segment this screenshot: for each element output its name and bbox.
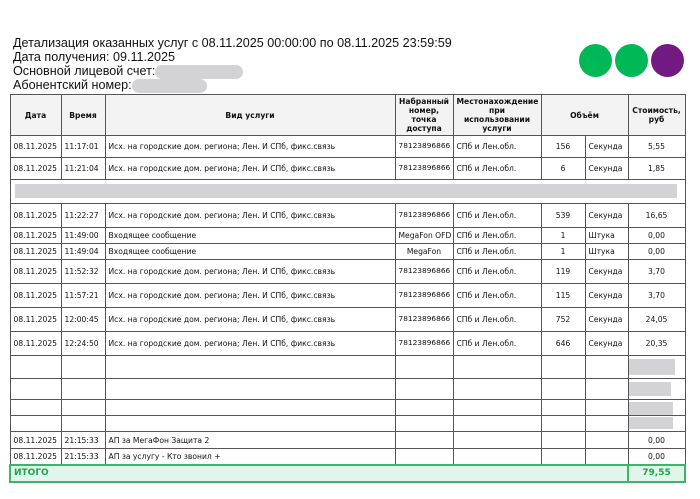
col-location: Местонахождение при использовании услуги	[453, 95, 541, 136]
table-header-row	[10, 95, 685, 136]
cell-number: 78123896866	[395, 136, 453, 158]
table-row	[10, 204, 685, 228]
cell-cost: 24,05	[628, 308, 685, 332]
cell-location: СПб и Лен.обл.	[453, 204, 541, 228]
cell-number: MegaFon	[395, 244, 453, 260]
cell-unit	[585, 449, 628, 465]
cell-location: СПб и Лен.обл.	[453, 158, 541, 180]
cell-qty: 115	[541, 284, 585, 308]
cell-date: 08.11.2025	[10, 260, 61, 284]
cell-time: 11:21:04	[61, 158, 105, 180]
cell-time: 11:52:32	[61, 260, 105, 284]
cell-cost: 5,55	[628, 136, 685, 158]
cell-time: 11:57:21	[61, 284, 105, 308]
cell-qty: 1	[541, 228, 585, 244]
total-row	[10, 465, 685, 482]
cell-service: Исх. на городские дом. региона; Лен. И СПб, фикс.связь	[105, 260, 395, 284]
col-date: Дата	[10, 95, 61, 136]
col-service: Вид услуги	[105, 95, 395, 136]
logo-dot-green-1	[579, 44, 612, 77]
subscriber-line	[13, 78, 207, 93]
cell-unit: Штука	[585, 244, 628, 260]
table-row	[10, 260, 685, 284]
report-title: Детализация оказанных услуг с 08.11.2025 00:00:00 по 08.11.2025 23:59:59	[13, 36, 452, 50]
redacted-row	[10, 379, 685, 400]
cell-date: 08.11.2025	[10, 136, 61, 158]
subscriber-redaction	[132, 79, 207, 93]
cell-number: 78123896866	[395, 260, 453, 284]
table-row	[10, 158, 685, 180]
cell-time: 11:49:04	[61, 244, 105, 260]
cell-service: Исх. на городские дом. региона; Лен. И СПб, фикс.связь	[105, 204, 395, 228]
cell-service: АП за МегаФон Защита 2	[105, 432, 395, 449]
cell-cost: 20,35	[628, 332, 685, 356]
cell-cost: 0,00	[628, 228, 685, 244]
table-row	[10, 284, 685, 308]
cell-cost: 0,00	[628, 244, 685, 260]
cell-number: 78123896866	[395, 204, 453, 228]
cell-location: СПб и Лен.обл.	[453, 308, 541, 332]
cell-location: СПб и Лен.обл.	[453, 332, 541, 356]
cell-unit: Секунда	[585, 158, 628, 180]
cell-location: СПб и Лен.обл.	[453, 260, 541, 284]
cell-number	[395, 432, 453, 449]
cell-time: 11:17:01	[61, 136, 105, 158]
cell-location: СПб и Лен.обл.	[453, 228, 541, 244]
account-line	[13, 64, 243, 79]
cell-date: 08.11.2025	[10, 244, 61, 260]
col-time: Время	[61, 95, 105, 136]
cell-qty	[541, 432, 585, 449]
table-row	[10, 244, 685, 260]
cell-number	[395, 449, 453, 465]
col-number: Набранный номер, точка доступа	[395, 95, 453, 136]
redaction-bar	[15, 184, 677, 198]
cell-date: 08.11.2025	[10, 228, 61, 244]
cell-date: 08.11.2025	[10, 204, 61, 228]
table-row	[10, 308, 685, 332]
table-row	[10, 432, 685, 449]
redacted-row	[10, 416, 685, 432]
cell-number: 78123896866	[395, 158, 453, 180]
details-table	[9, 94, 686, 483]
cell-qty: 539	[541, 204, 585, 228]
redacted-row	[10, 400, 685, 416]
cell-location: СПб и Лен.обл.	[453, 244, 541, 260]
cell-cost: 0,00	[628, 432, 685, 449]
received-date: Дата получения: 09.11.2025	[13, 50, 176, 64]
redaction-bar	[628, 359, 675, 375]
cell-service: Исх. на городские дом. региона; Лен. И СПб, фикс.связь	[105, 308, 395, 332]
col-volume: Объём	[541, 95, 628, 136]
cell-unit: Секунда	[585, 308, 628, 332]
cell-unit: Секунда	[585, 204, 628, 228]
cell-qty: 1	[541, 244, 585, 260]
cell-service: Исх. на городские дом. региона; Лен. И СПб, фикс.связь	[105, 284, 395, 308]
redaction-bar	[628, 417, 673, 429]
logo-dot-green-2	[615, 44, 648, 77]
cell-location	[453, 449, 541, 465]
cell-number: 78123896866	[395, 332, 453, 356]
cell-unit: Секунда	[585, 284, 628, 308]
cell-service: АП за услугу - Кто звонил +	[105, 449, 395, 465]
col-cost: Стоимость, руб	[628, 95, 685, 136]
cell-service: Входящее сообщение	[105, 228, 395, 244]
account-redaction	[155, 65, 243, 79]
cell-service: Входящее сообщение	[105, 244, 395, 260]
table-row	[10, 136, 685, 158]
cell-time: 12:24:50	[61, 332, 105, 356]
cell-date: 08.11.2025	[10, 449, 61, 465]
table-row	[10, 449, 685, 465]
cell-unit: Секунда	[585, 332, 628, 356]
table-row	[10, 332, 685, 356]
megafon-logo	[579, 44, 684, 77]
cell-service: Исх. на городские дом. региона; Лен. И СПб, фикс.связь	[105, 158, 395, 180]
cell-date: 08.11.2025	[10, 332, 61, 356]
logo-dot-purple	[651, 44, 684, 77]
table-row	[10, 228, 685, 244]
total-label: ИТОГО	[10, 465, 628, 482]
cell-unit: Секунда	[585, 260, 628, 284]
cell-time: 11:49:00	[61, 228, 105, 244]
cell-date: 08.11.2025	[10, 158, 61, 180]
redaction-bar	[628, 402, 673, 415]
cell-unit: Штука	[585, 228, 628, 244]
cell-qty	[541, 449, 585, 465]
cell-qty: 752	[541, 308, 585, 332]
cell-service: Исх. на городские дом. региона; Лен. И СПб, фикс.связь	[105, 136, 395, 158]
cell-time: 11:22:27	[61, 204, 105, 228]
cell-location	[453, 432, 541, 449]
cell-cost: 3,70	[628, 284, 685, 308]
cell-service: Исх. на городские дом. региона; Лен. И СПб, фикс.связь	[105, 332, 395, 356]
cell-qty: 119	[541, 260, 585, 284]
cell-cost: 3,70	[628, 260, 685, 284]
cell-qty: 6	[541, 158, 585, 180]
account-label: Основной лицевой счет:	[13, 64, 156, 78]
cell-date: 08.11.2025	[10, 284, 61, 308]
total-value: 79,55	[628, 465, 685, 482]
cell-date: 08.11.2025	[10, 308, 61, 332]
cell-qty: 156	[541, 136, 585, 158]
cell-number: 78123896866	[395, 284, 453, 308]
cell-location: СПб и Лен.обл.	[453, 284, 541, 308]
cell-time: 21:15:33	[61, 449, 105, 465]
cell-number: 78123896866	[395, 308, 453, 332]
redacted-row	[10, 356, 685, 379]
cell-cost: 0,00	[628, 449, 685, 465]
cell-location: СПб и Лен.обл.	[453, 136, 541, 158]
redacted-row	[10, 180, 685, 204]
redaction-bar	[628, 382, 671, 396]
cell-unit: Секунда	[585, 136, 628, 158]
cell-qty: 646	[541, 332, 585, 356]
cell-unit	[585, 432, 628, 449]
cell-time: 21:15:33	[61, 432, 105, 449]
cell-date: 08.11.2025	[10, 432, 61, 449]
cell-cost: 1,85	[628, 158, 685, 180]
cell-time: 12:00:45	[61, 308, 105, 332]
cell-number: MegaFon OFD	[395, 228, 453, 244]
subscriber-label: Абонентский номер:	[13, 78, 132, 92]
cell-cost: 16,65	[628, 204, 685, 228]
